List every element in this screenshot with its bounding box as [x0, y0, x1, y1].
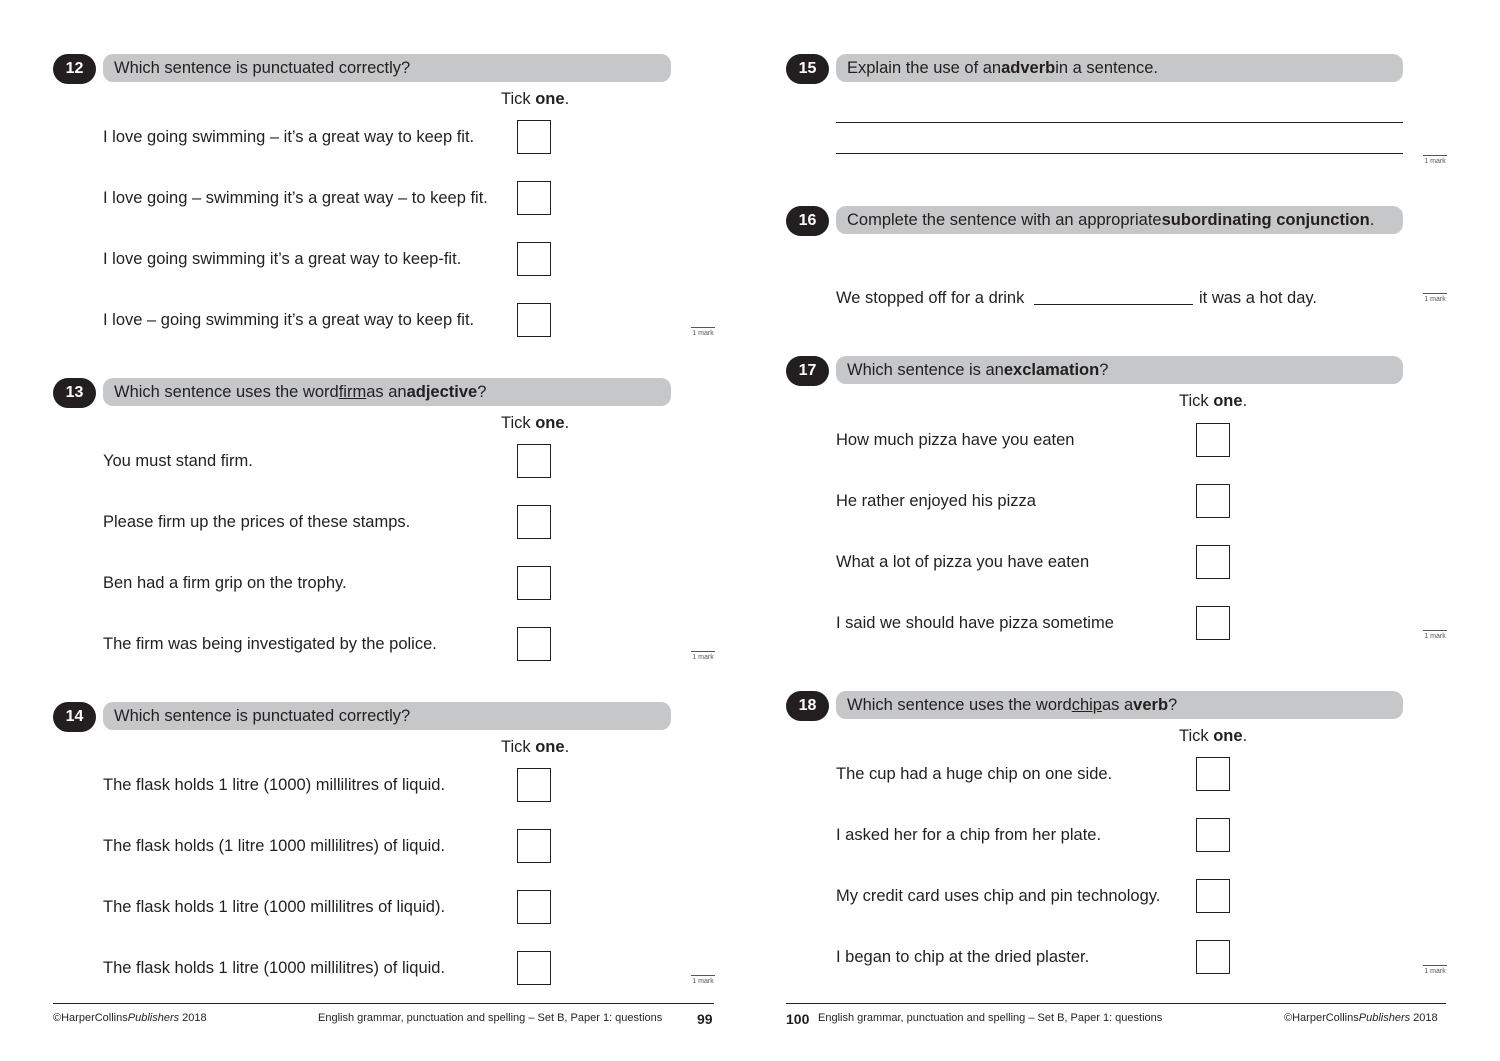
- q12-option-4: I love – going swimming it’s a great way to keep fit.: [103, 311, 475, 329]
- question-number-14: 14: [53, 702, 96, 732]
- tick-one-instruction: Tick one.: [1179, 727, 1248, 745]
- question-number-13: 13: [53, 378, 96, 408]
- q12-mark-label: 1 mark: [691, 327, 715, 337]
- q13-checkbox-2[interactable]: [517, 505, 551, 539]
- q18-checkbox-3[interactable]: [1196, 879, 1230, 913]
- page-number-right: 100: [786, 1011, 810, 1027]
- footer-title-right: English grammar, punctuation and spelling – Set B, Paper 1: questions: [818, 1012, 1163, 1024]
- question-number-17: 17: [786, 356, 829, 386]
- q16-mark-label: 1 mark: [1423, 293, 1447, 303]
- q17-checkbox-1[interactable]: [1196, 423, 1230, 457]
- q12-option-2: I love going – swimming it’s a great way – to keep fit.: [103, 189, 488, 207]
- q12-checkbox-2[interactable]: [517, 181, 551, 215]
- q15-answer-line-1[interactable]: [836, 122, 1403, 123]
- q18-option-4: I began to chip at the dried plaster.: [836, 948, 1090, 966]
- tick-one-instruction: Tick one.: [501, 738, 570, 756]
- q14-checkbox-3[interactable]: [517, 890, 551, 924]
- q13-option-2: Please firm up the prices of these stamps.: [103, 513, 411, 531]
- question-13-prompt: Which sentence uses the word firm as an adjective ?: [103, 378, 671, 406]
- q12-checkbox-1[interactable]: [517, 120, 551, 154]
- q14-option-3: The flask holds 1 litre (1000 millilitres of liquid).: [103, 898, 446, 916]
- q14-checkbox-1[interactable]: [517, 768, 551, 802]
- question-12-prompt: Which sentence is punctuated correctly?: [103, 54, 671, 82]
- footer-rule-right: [786, 1003, 1446, 1004]
- q13-option-1: You must stand firm.: [103, 452, 253, 470]
- footer-rule-left: [53, 1003, 714, 1004]
- q14-option-1: The flask holds 1 litre (1000) millilitres of liquid.: [103, 776, 446, 794]
- page-number-left: 99: [697, 1011, 713, 1027]
- q13-checkbox-4[interactable]: [517, 627, 551, 661]
- question-15-prompt: Explain the use of an adverb in a sentence.: [836, 54, 1403, 82]
- q15-answer-line-2[interactable]: [836, 153, 1403, 154]
- q13-option-3: Ben had a firm grip on the trophy.: [103, 574, 347, 592]
- q18-option-3: My credit card uses chip and pin technology.: [836, 887, 1161, 905]
- q16-sentence-start: We stopped off for a drink: [836, 289, 1025, 307]
- question-number-12: 12: [53, 54, 96, 84]
- q18-option-1: The cup had a huge chip on one side.: [836, 765, 1113, 783]
- footer-copyright-left: ©HarperCollinsPublishers 2018: [53, 1012, 207, 1024]
- q17-checkbox-2[interactable]: [1196, 484, 1230, 518]
- question-17-prompt: Which sentence is an exclamation ?: [836, 356, 1403, 384]
- tick-one-instruction: Tick one.: [501, 90, 570, 108]
- q17-option-4: I said we should have pizza sometime: [836, 614, 1114, 632]
- tick-one-instruction: Tick one.: [1179, 392, 1248, 410]
- q17-option-3: What a lot of pizza you have eaten: [836, 553, 1090, 571]
- tick-one-instruction: Tick one.: [501, 414, 570, 432]
- question-number-15: 15: [786, 54, 829, 84]
- q13-checkbox-1[interactable]: [517, 444, 551, 478]
- question-18-prompt: Which sentence uses the word chip as a verb ?: [836, 691, 1403, 719]
- q18-option-2: I asked her for a chip from her plate.: [836, 826, 1102, 844]
- footer-copyright-right: ©HarperCollinsPublishers 2018: [1284, 1012, 1438, 1024]
- footer-title-left: English grammar, punctuation and spelling – Set B, Paper 1: questions: [318, 1012, 663, 1024]
- q18-checkbox-1[interactable]: [1196, 757, 1230, 791]
- q13-checkbox-3[interactable]: [517, 566, 551, 600]
- question-14-prompt: Which sentence is punctuated correctly?: [103, 702, 671, 730]
- question-number-18: 18: [786, 691, 829, 721]
- q14-checkbox-2[interactable]: [517, 829, 551, 863]
- q16-sentence-end: it was a hot day.: [1199, 289, 1318, 307]
- q17-checkbox-3[interactable]: [1196, 545, 1230, 579]
- q14-checkbox-4[interactable]: [517, 951, 551, 985]
- q17-checkbox-4[interactable]: [1196, 606, 1230, 640]
- q15-mark-label: 1 mark: [1423, 155, 1447, 165]
- question-number-16: 16: [786, 206, 829, 236]
- q12-checkbox-4[interactable]: [517, 303, 551, 337]
- question-16-prompt: Complete the sentence with an appropriate subordinating conjunction .: [836, 206, 1403, 234]
- q18-mark-label: 1 mark: [1423, 965, 1447, 975]
- q12-option-1: I love going swimming – it’s a great way to keep fit.: [103, 128, 475, 146]
- q17-option-1: How much pizza have you eaten: [836, 431, 1075, 449]
- q16-blank-field[interactable]: [1034, 304, 1193, 305]
- q17-mark-label: 1 mark: [1423, 630, 1447, 640]
- q14-option-4: The flask holds 1 litre (1000 millilitres) of liquid.: [103, 959, 446, 977]
- q18-checkbox-4[interactable]: [1196, 940, 1230, 974]
- q14-option-2: The flask holds (1 litre 1000 millilitres) of liquid.: [103, 837, 446, 855]
- q18-checkbox-2[interactable]: [1196, 818, 1230, 852]
- q12-checkbox-3[interactable]: [517, 242, 551, 276]
- q14-mark-label: 1 mark: [691, 975, 715, 985]
- q13-mark-label: 1 mark: [691, 651, 715, 661]
- q13-option-4: The firm was being investigated by the police.: [103, 635, 437, 653]
- q17-option-2: He rather enjoyed his pizza: [836, 492, 1036, 510]
- q12-option-3: I love going swimming it’s a great way to keep-fit.: [103, 250, 462, 268]
